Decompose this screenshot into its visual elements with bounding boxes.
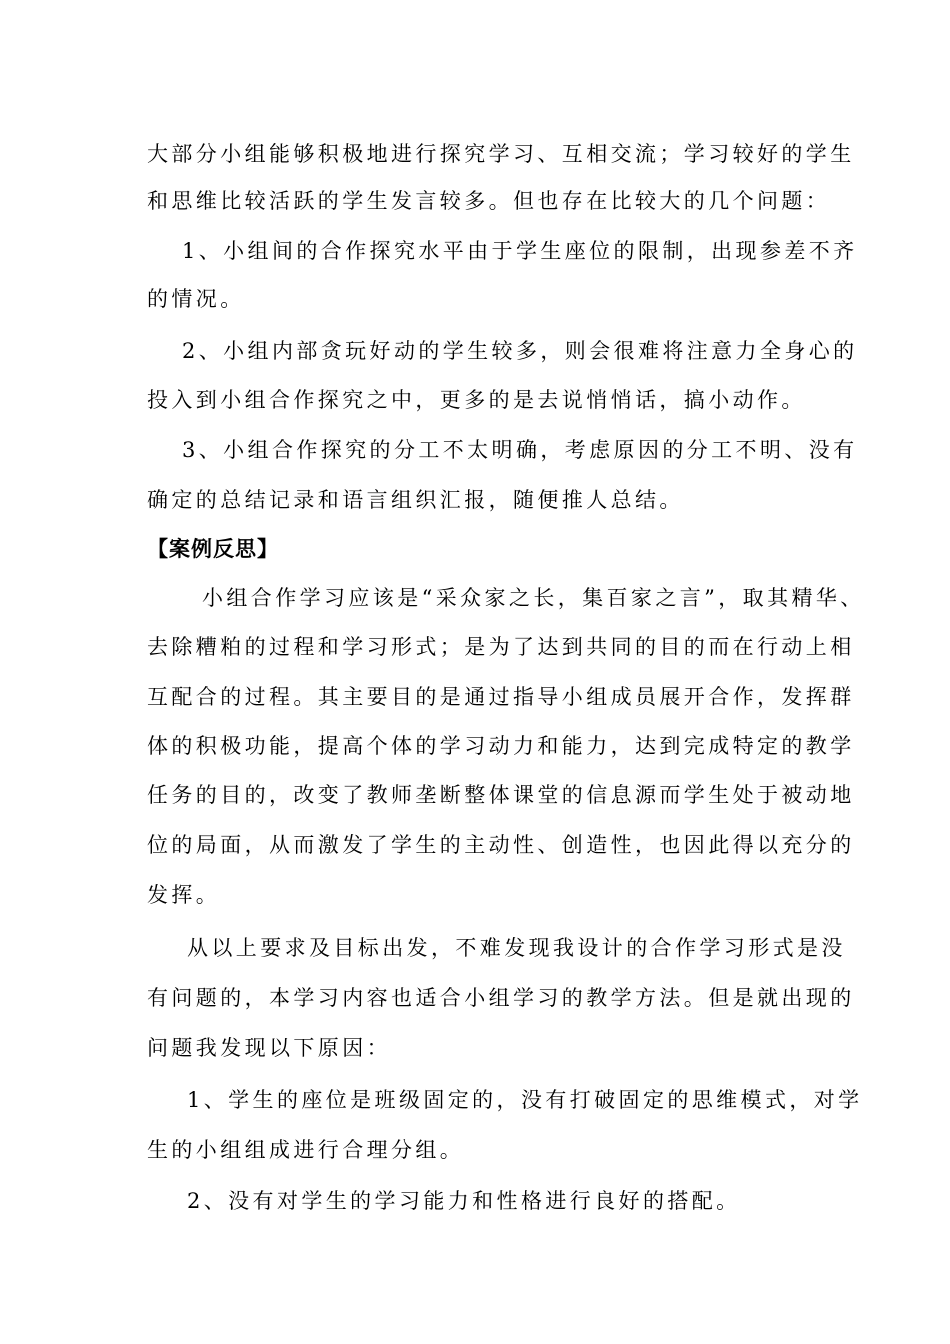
text-line: 任务的目的，改变了教师垄断整体课堂的信息源而学生处于被动地 <box>147 783 855 807</box>
text-line: 1、学生的座位是班级固定的，没有打破固定的思维模式，对学 <box>187 1088 863 1112</box>
text-line: 有问题的，本学习内容也适合小组学习的教学方法。但是就出现的 <box>147 986 855 1010</box>
text-line: 确定的总结记录和语言组织汇报，随便推人总结。 <box>147 488 684 512</box>
text-line: 去除糟粕的过程和学习形式；是为了达到共同的目的而在行动上相 <box>147 635 855 659</box>
text-line: 问题我发现以下原因： <box>147 1036 391 1060</box>
section-heading: 【案例反思】 <box>147 537 279 561</box>
text-line: 位的局面，从而激发了学生的主动性、创造性，也因此得以充分的 <box>147 833 855 857</box>
text-line: 的情况。 <box>147 287 245 311</box>
text-line: 3、小组合作探究的分工不太明确，考虑原因的分工不明、没有 <box>182 438 858 462</box>
text-line: 发挥。 <box>147 883 221 907</box>
text-line: 互配合的过程。其主要目的是通过指导小组成员展开合作，发挥群 <box>147 685 855 709</box>
text-line: 1、小组间的合作探究水平由于学生座位的限制，出现参差不齐 <box>182 239 858 263</box>
text-line: 投入到小组合作探究之中，更多的是去说悄悄话，搞小动作。 <box>147 388 806 412</box>
text-line: 2、没有对学生的学习能力和性格进行良好的搭配。 <box>187 1189 741 1213</box>
text-line: 生的小组组成进行合理分组。 <box>147 1138 465 1162</box>
text-line: 2、小组内部贪玩好动的学生较多，则会很难将注意力全身心的 <box>182 339 858 363</box>
text-line: 小组合作学习应该是“采众家之长，集百家之言”，取其精华、 <box>202 586 865 610</box>
text-line: 和思维比较活跃的学生发言较多。但也存在比较大的几个问题： <box>147 189 831 213</box>
text-line: 体的积极功能，提高个体的学习动力和能力，达到完成特定的教学 <box>147 734 855 758</box>
text-line: 从以上要求及目标出发，不难发现我设计的合作学习形式是没 <box>187 936 846 960</box>
text-line: 大部分小组能够积极地进行探究学习、互相交流；学习较好的学生 <box>147 142 855 166</box>
